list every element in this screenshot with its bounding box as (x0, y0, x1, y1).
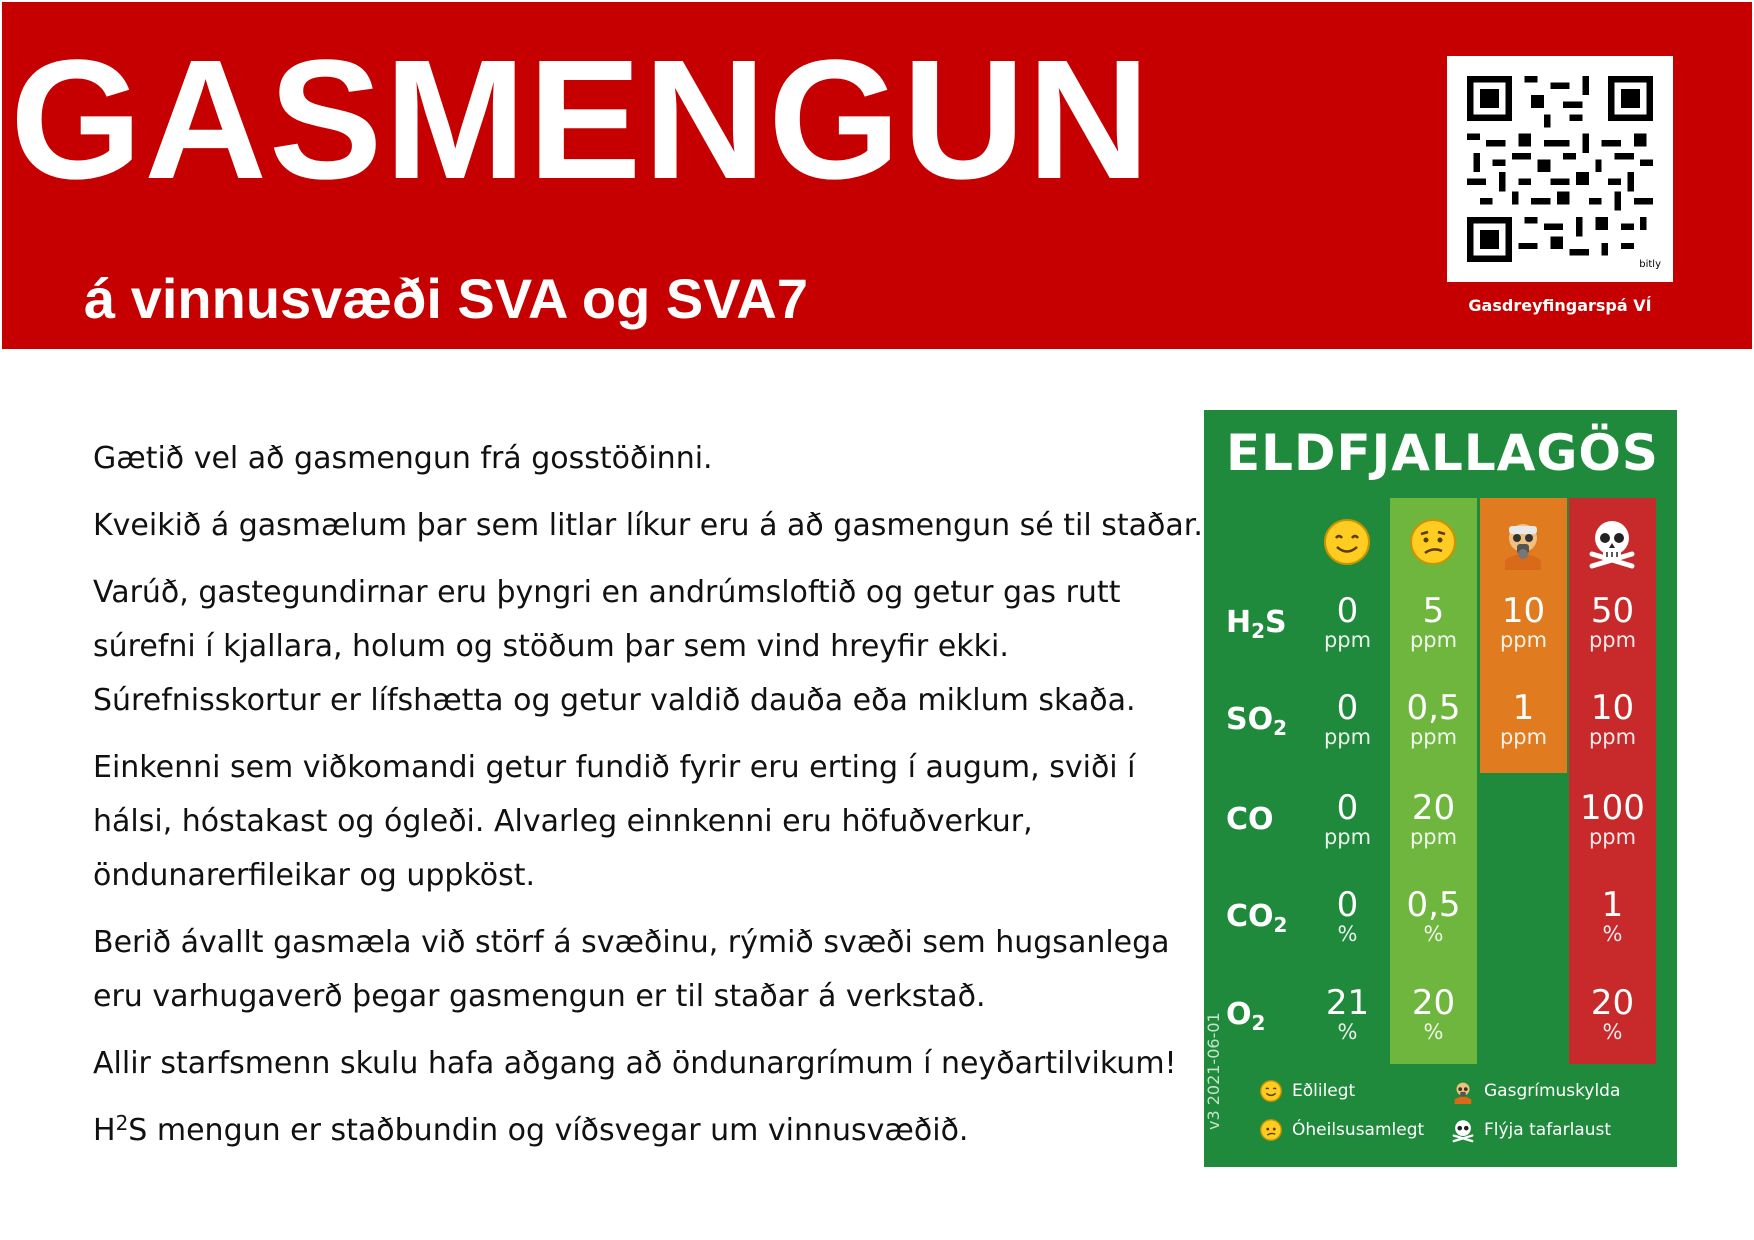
gas-subscript: 2 (1273, 716, 1288, 740)
gas-label (1226, 702, 1316, 740)
paragraph (93, 741, 1203, 903)
gas-formula-tail: S (1265, 605, 1287, 640)
paragraph (93, 916, 1203, 1024)
volcanic-gas-card (1204, 410, 1677, 1167)
threshold-value: 0,5 (1406, 885, 1461, 925)
card-title: ELDFJALLAGÖS (1226, 424, 1659, 482)
threshold-cell (1480, 593, 1567, 651)
legend-item-unhealthy (1258, 1115, 1424, 1145)
threshold-value: 10 (1501, 591, 1546, 631)
threshold-cell (1390, 593, 1477, 651)
threshold-value: 20 (1411, 983, 1456, 1023)
worried-icon (1258, 1117, 1284, 1143)
gas-label (1226, 605, 1316, 643)
legend-item-gas-mask (1450, 1076, 1620, 1106)
threshold-cell (1569, 690, 1656, 748)
threshold-unit: ppm (1323, 628, 1372, 652)
threshold-value: 21 (1325, 983, 1370, 1023)
threshold-unit: ppm (1499, 628, 1548, 652)
body-text (93, 432, 1203, 1171)
h2s-prefix: H (93, 1113, 116, 1148)
text-line: S mengun er staðbundin og víðsvegar um vinnusvæðið. (128, 1113, 969, 1148)
threshold-unit: ppm (1409, 628, 1458, 652)
gas-subscript: 2 (1251, 1011, 1266, 1035)
legend-item-normal (1258, 1076, 1355, 1106)
threshold-unit: ppm (1588, 628, 1637, 652)
paragraph (93, 566, 1203, 728)
threshold-cell (1390, 690, 1477, 748)
gas-label (1226, 899, 1316, 937)
paragraph (93, 499, 1203, 553)
qr-caption: Gasdreyfingarspá VÍ (1468, 296, 1652, 315)
text-line: súrefni í kjallara, holum og stöðum þar sem vind hreyfir ekki. (93, 629, 1009, 664)
worried-icon (1405, 514, 1461, 570)
threshold-unit: ppm (1588, 825, 1637, 849)
qr-code-icon (1467, 76, 1653, 262)
threshold-unit: % (1337, 922, 1358, 946)
threshold-cell (1304, 690, 1391, 748)
skull-icon (1450, 1117, 1476, 1143)
text-line: Berið ávallt gasmæla við störf á svæðinu, rýmið svæði sem hugsanlega (93, 925, 1170, 960)
threshold-cell (1304, 593, 1391, 651)
text-line: öndunarerfileikar og uppköst. (93, 858, 536, 893)
threshold-cell (1569, 790, 1656, 848)
gas-formula: CO (1226, 899, 1274, 934)
gas-subscript: 2 (1273, 913, 1288, 937)
threshold-value: 0,5 (1406, 688, 1461, 728)
threshold-unit: ppm (1499, 725, 1548, 749)
text-line: Súrefnisskortur er lífshætta og getur valdið dauða eða miklum skaða. (93, 683, 1136, 718)
text-line: Allir starfsmenn skulu hafa aðgang að öndunargrímum í neyðartilvikum! (93, 1046, 1177, 1081)
threshold-value: 20 (1590, 983, 1635, 1023)
threshold-unit: % (1423, 922, 1444, 946)
gas-formula: CO (1226, 802, 1274, 837)
gas-subscript: 2 (1251, 619, 1266, 643)
smiley-icon (1258, 1078, 1284, 1104)
version-label: v3 2021-06-01 (1204, 1012, 1223, 1130)
legend-label: Gasgrímuskylda (1484, 1081, 1621, 1101)
gas-formula: O (1226, 997, 1252, 1032)
threshold-value: 50 (1590, 591, 1635, 631)
gas-formula: H (1226, 605, 1252, 640)
page-title: GASMENGUN (10, 25, 1152, 215)
threshold-cell (1390, 985, 1477, 1043)
legend-label: Óheilsusamlegt (1292, 1120, 1425, 1140)
threshold-value: 10 (1590, 688, 1635, 728)
gas-formula: SO (1226, 702, 1274, 737)
text-line: eru varhugaverð þegar gasmengun er til staðar á verkstað. (93, 979, 986, 1014)
threshold-value: 5 (1422, 591, 1445, 631)
threshold-unit: % (1423, 1020, 1444, 1044)
superscript: 2 (115, 1111, 129, 1135)
threshold-value: 1 (1512, 688, 1535, 728)
threshold-value: 0 (1336, 688, 1359, 728)
threshold-cell (1304, 790, 1391, 848)
threshold-value: 0 (1336, 788, 1359, 828)
threshold-unit: ppm (1323, 725, 1372, 749)
gas-mask-icon (1450, 1078, 1476, 1104)
threshold-unit: % (1602, 922, 1623, 946)
gas-mask-icon (1495, 514, 1551, 570)
threshold-cell (1480, 690, 1567, 748)
text-line: Gætið vel að gasmengun frá gosstöðinni. (93, 441, 713, 476)
threshold-value: 20 (1411, 788, 1456, 828)
text-line: Varúð, gastegundirnar eru þyngri en andrúmsloftið og getur gas rutt (93, 575, 1121, 610)
threshold-unit: % (1602, 1020, 1623, 1044)
threshold-value: 1 (1601, 885, 1624, 925)
gas-label (1226, 997, 1316, 1035)
bitly-mark: bitly (1639, 259, 1661, 270)
threshold-cell (1569, 985, 1656, 1043)
flee-column (1569, 498, 1656, 1064)
legend-label: Flýja tafarlaust (1484, 1120, 1612, 1140)
smiley-icon (1319, 514, 1375, 570)
threshold-value: 0 (1336, 591, 1359, 631)
qr-code[interactable] (1447, 56, 1673, 282)
threshold-unit: % (1337, 1020, 1358, 1044)
paragraph (93, 1037, 1203, 1091)
paragraph (93, 1104, 1203, 1158)
threshold-unit: ppm (1323, 825, 1372, 849)
threshold-cell (1390, 790, 1477, 848)
threshold-cell (1569, 593, 1656, 651)
threshold-cell (1569, 887, 1656, 945)
threshold-cell (1304, 985, 1391, 1043)
unhealthy-column (1390, 498, 1477, 1064)
text-line: Kveikið á gasmælum þar sem litlar líkur eru á að gasmengun sé til staðar. (93, 508, 1203, 543)
threshold-value: 0 (1336, 885, 1359, 925)
page-subtitle: á vinnusvæði SVA og SVA7 (84, 267, 809, 330)
threshold-cell (1390, 887, 1477, 945)
threshold-unit: ppm (1588, 725, 1637, 749)
threshold-unit: ppm (1409, 725, 1458, 749)
legend-item-flee (1450, 1115, 1611, 1145)
text-line: Einkenni sem viðkomandi getur fundið fyrir eru erting í augum, sviði í (93, 750, 1136, 785)
legend-label: Eðlilegt (1292, 1081, 1356, 1101)
paragraph (93, 432, 1203, 486)
skull-icon (1584, 514, 1640, 570)
text-line: hálsi, hóstakast og ógleði. Alvarleg einnkenni eru höfuðverkur, (93, 804, 1033, 839)
threshold-value: 100 (1580, 788, 1645, 828)
gas-label (1226, 802, 1316, 837)
threshold-cell (1304, 887, 1391, 945)
threshold-unit: ppm (1409, 825, 1458, 849)
